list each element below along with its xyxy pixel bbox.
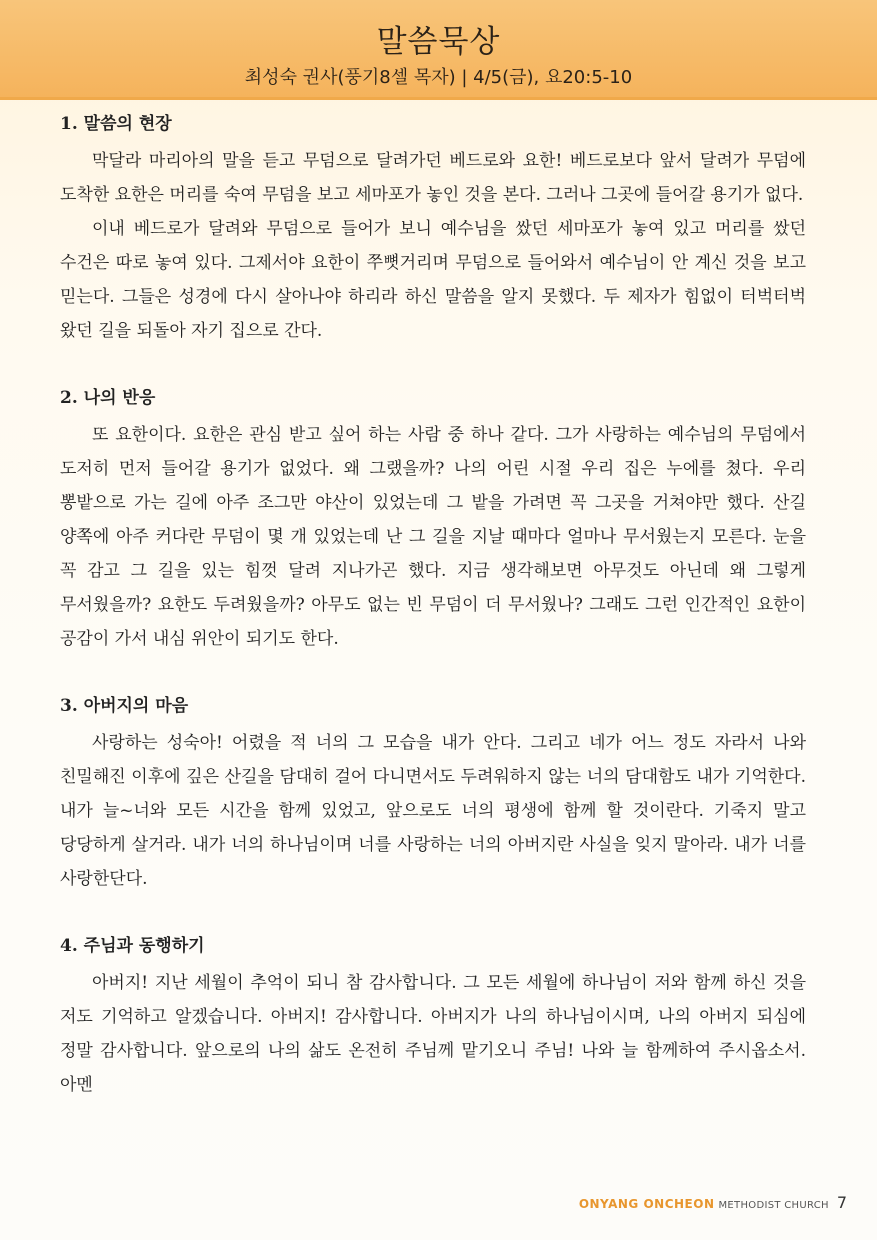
section-my-response	[60, 384, 806, 656]
paragraph: 사랑하는 성숙아! 어렸을 적 너의 그 모습을 내가 안다. 그리고 네가 어느 정도 자라서 나와 친밀해진 이후에 깊은 산길을 담대히 걸어 다니면서도 두려워하지 않는 너의 담대함도 내가 기억한다. 내가 늘~너와 모든 시간을 함께 있었고, 앞으로도 너의 평생에 함께 할 것이란다. 기죽지 말고 당당하게 살거라. 내가 너의 하나님이며 너를 사랑하는 너의 아버지란 사실을 잊지 말아라. 내가 너를 사랑한단다.	[60, 733, 806, 889]
page-number: 7	[836, 1193, 847, 1212]
section-title: 4. 주님과 동행하기	[60, 936, 205, 956]
paragraph: 이내 베드로가 달려와 무덤으로 들어가 보니 예수님을 쌌던 세마포가 놓여 있고 머리를 쌌던 수건은 따로 놓여 있다. 그제서야 요한이 쭈뼛거리며 무덤으로 들어와서 예수님이 안 계신 것을 보고 믿는다. 그들은 성경에 다시 살아나야 하리라 하신 말씀을 알지 못했다. 두 제자가 힘없이 터벅터벅 왔던 길을 되돌아 자기 집으로 간다.	[60, 219, 806, 341]
section-word-scene	[60, 110, 806, 348]
page-footer	[579, 1193, 847, 1212]
church-name: ONYANG ONCHEON	[578, 1197, 715, 1211]
paragraph: 아버지! 지난 세월이 추억이 되니 참 감사합니다. 그 모든 세월에 하나님이 저와 함께 하신 것을 저도 기억하고 알겠습니다. 아버지! 감사합니다. 아버지가 나의 하나님이시며, 나의 아버지 되심에 정말 감사합니다. 앞으로의 나의 삶도 온전히 주님께 맡기오니 주님! 나와 늘 함께하여 주시옵소서. 아멘	[60, 973, 806, 1095]
paragraph: 또 요한이다. 요한은 관심 받고 싶어 하는 사람 중 하나 같다. 그가 사랑하는 예수님의 무덤에서 도저히 먼저 들어갈 용기가 없었다. 왜 그랬을까? 나의 어린 시절 우리 집은 누에를 쳤다. 우리 뽕밭으로 가는 길에 아주 조그만 야산이 있었는데 그 밭을 가려면 꼭 그곳을 거쳐야만 했다. 산길 양쪽에 아주 커다란 무덤이 몇 개 있었는데 난 그 길을 지날 때마다 얼마나 무서웠는지 모른다. 눈을 꼭 감고 그 길을 있는 힘껏 달려 지나가곤 했다. 지금 생각해보면 아무것도 아닌데 왜 그렇게 무서웠을까? 요한도 두려웠을까? 아무도 없는 빈 무덤이 더 무서웠나? 그래도 그런 인간적인 요한이 공감이 가서 내심 위안이 되기도 한다.	[60, 425, 806, 649]
page-title: 말씀묵상	[376, 24, 501, 60]
article-body	[60, 110, 806, 1138]
section-title: 3. 아버지의 마음	[60, 696, 189, 716]
page-subtitle: 최성숙 권사(풍기8셀 목자) | 4/5(금), 요20:5-10	[244, 67, 633, 88]
page-header	[0, 0, 877, 100]
paragraph: 막달라 마리아의 말을 듣고 무덤으로 달려가던 베드로와 요한! 베드로보다 앞서 달려가 무덤에 도착한 요한은 머리를 숙여 무덤을 보고 세마포가 놓인 것을 본다. 그러나 그곳에 들어갈 용기가 없다.	[60, 151, 806, 205]
section-fathers-heart	[60, 692, 806, 896]
section-title: 1. 말씀의 현장	[60, 114, 172, 134]
church-subname: METHODIST CHURCH	[718, 1200, 829, 1211]
section-walk-with-lord	[60, 932, 806, 1102]
section-title: 2. 나의 반응	[60, 388, 156, 408]
